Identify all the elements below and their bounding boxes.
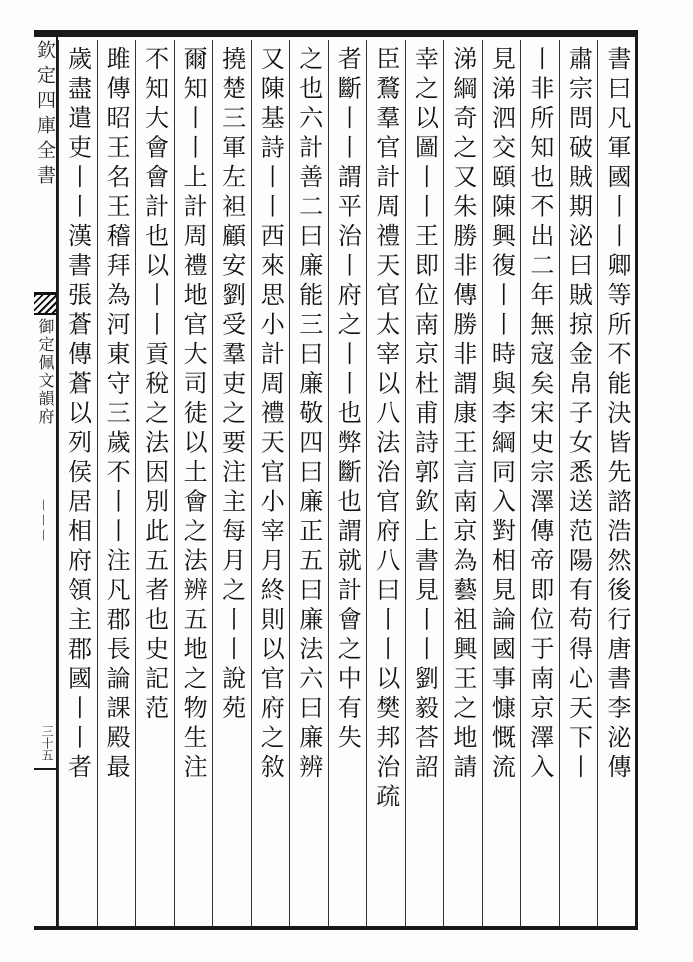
column-rule bbox=[597, 40, 598, 926]
text-column: 不知大會會計也以丨丨貢稅之法因別此五者也史記范 bbox=[140, 46, 169, 725]
text-column: 丨非所知也不出二年無寇矣宋史宗澤傳帝即位于南京澤入 bbox=[525, 46, 554, 784]
column-rule bbox=[482, 40, 483, 926]
text-column: 雎傳昭王名王稽拜為河東守三歲不丨丨注凡郡長論課殿最 bbox=[102, 46, 131, 784]
text-column: 撓楚三軍左袒顧安劉受羣吏之要注主每月之丨丨說苑 bbox=[217, 46, 246, 725]
column-rule bbox=[174, 40, 175, 926]
page-number: 三十五 bbox=[40, 725, 54, 761]
column-rule bbox=[212, 40, 213, 926]
text-column: 者斷丨丨謂平治丨府之丨丨也弊斷也謂就計會之中有失 bbox=[333, 46, 362, 754]
column-rule bbox=[366, 40, 367, 926]
text-column: 又陳基詩丨丨西來思小計周禮天官小宰月終則以官府之敘 bbox=[256, 46, 285, 784]
text-column: 之也六計善二曰廉能三曰廉敬四曰廉正五曰廉法六曰廉辨 bbox=[294, 46, 323, 784]
column-rule bbox=[559, 40, 560, 926]
text-column: 爾知丨丨上計周禮地官大司徒以土會之法辨五地之物生注 bbox=[179, 46, 208, 784]
column-rule bbox=[405, 40, 406, 926]
column-rule bbox=[443, 40, 444, 926]
margin-volume-title: 御定佩文韻府 bbox=[36, 318, 55, 426]
column-rule bbox=[97, 40, 98, 926]
text-column: 幸之以圖丨丨王即位南京杜甫詩郭欽上書見丨丨劉毅荅詔 bbox=[410, 46, 439, 784]
text-column: 見涕泗交頤陳興復丨丨時與李綱同入對相見論國事慷慨流 bbox=[487, 46, 516, 784]
column-rule bbox=[251, 40, 252, 926]
text-column: 涕綱奇之又朱勝非傳勝非謂康王言南京為藝祖興王之地請 bbox=[448, 46, 477, 784]
fish-tail-mark-icon bbox=[34, 292, 56, 315]
margin-book-title: 欽定四庫全書 bbox=[34, 40, 56, 190]
margin-rule bbox=[34, 768, 56, 770]
column-rule bbox=[289, 40, 290, 926]
column-rule bbox=[328, 40, 329, 926]
column-rule bbox=[58, 40, 59, 926]
column-rule bbox=[520, 40, 521, 926]
text-column: 歲盡遣吏丨丨漢書張蒼傳蒼以列侯居相府領主郡國丨丨者 bbox=[63, 46, 92, 784]
margin-dashes: －－－ bbox=[34, 498, 50, 543]
text-column: 臣鶩羣官計周禮天官太宰以八法治官府八曰丨丨以樊邦治疏 bbox=[371, 46, 400, 813]
text-column: 肅宗問破賊期泌曰賊掠金帛子女悉送范陽有苟得心天下丨 bbox=[564, 46, 593, 784]
text-column: 書曰凡軍國丨丨卿等所不能決皆先諮浩然後行唐書李泌傳 bbox=[602, 46, 631, 784]
column-rule bbox=[135, 40, 136, 926]
